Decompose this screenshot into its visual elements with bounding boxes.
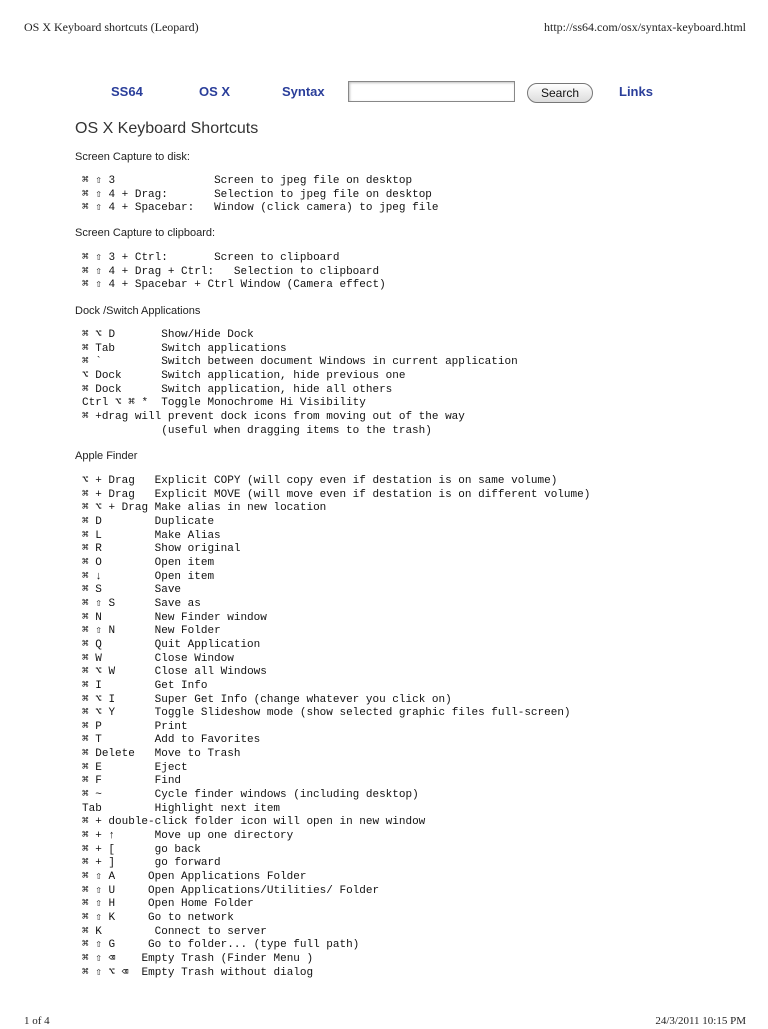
- shortcut-list-screen-capture-clipboard: [82, 252, 386, 293]
- nav-link-links[interactable]: Links: [619, 84, 653, 99]
- shortcut-line: ⌘ E Eject: [82, 761, 188, 774]
- shortcut-line: ⌘ ⌥ Y Toggle Slideshow mode (show selected graphic files full-screen): [82, 707, 571, 720]
- shortcut-line: ⌘ + ] go forward: [82, 857, 221, 870]
- shortcut-line: ⌘ ⇧ S Save as: [82, 597, 201, 610]
- shortcut-line: ⌘ K Connect to server: [82, 925, 267, 938]
- shortcut-line: ⌘ R Show original: [82, 543, 241, 556]
- shortcut-line: ⌘ + double-click folder icon will open in new window: [82, 816, 426, 829]
- shortcut-line: ⌘ ⌥ I Super Get Info (change whatever you click on): [82, 693, 452, 706]
- shortcut-line: ⌘ ` Switch between document Windows in current application: [82, 356, 518, 369]
- print-page-title: OS X Keyboard shortcuts (Leopard): [24, 20, 199, 34]
- shortcut-line: ⌥ + Drag Explicit COPY (will copy even if destation is on same volume): [82, 475, 558, 487]
- nav-link-syntax[interactable]: Syntax: [282, 84, 325, 99]
- shortcut-line: ⌘ W Close Window: [82, 652, 234, 665]
- shortcut-line: ⌘ Delete Move to Trash: [82, 748, 241, 761]
- page-number: 1 of 4: [24, 1015, 50, 1027]
- print-header: [24, 20, 746, 38]
- shortcut-line: ⌘ +drag will prevent dock icons from moving out of the way: [82, 410, 465, 423]
- print-footer: [24, 1015, 746, 1029]
- site-nav: [0, 78, 768, 108]
- shortcut-line: ⌘ N New Finder window: [82, 611, 267, 624]
- shortcut-line: ⌘ + Drag Explicit MOVE (will move even if destation is on different volume): [82, 488, 591, 501]
- print-page-url: http://ss64.com/osx/syntax-keyboard.html: [544, 20, 746, 34]
- shortcut-line: ⌘ + ↑ Move up one directory: [82, 830, 294, 843]
- shortcut-line: ⌘ ⇧ G Go to folder... (type full path): [82, 939, 360, 952]
- shortcut-line: ⌘ ⇧ 4 + Spacebar: Window (click camera) to jpeg file: [82, 202, 439, 215]
- shortcut-line: ⌘ ⇧ U Open Applications/Utilities/ Folder: [82, 884, 380, 897]
- shortcut-line: ⌘ ⇧ 3 + Ctrl: Screen to clipboard: [82, 252, 340, 264]
- page-title: OS X Keyboard Shortcuts: [75, 120, 259, 137]
- shortcut-line: ⌘ ⌥ D Show/Hide Dock: [82, 329, 254, 341]
- shortcut-line: ⌘ ⇧ 4 + Drag: Selection to jpeg file on desktop: [82, 188, 432, 201]
- shortcut-list-dock-switch: [82, 329, 518, 438]
- shortcut-line: ⌥ Dock Switch application, hide previous one: [82, 369, 406, 382]
- shortcut-line: ⌘ Q Quit Application: [82, 638, 261, 651]
- shortcut-line: ⌘ ⇧ 4 + Drag + Ctrl: Selection to clipboard: [82, 265, 380, 278]
- shortcut-line: ⌘ ⇧ A Open Applications Folder: [82, 871, 307, 884]
- shortcut-line: ⌘ I Get Info: [82, 679, 208, 692]
- shortcut-line: ⌘ ⇧ ⌥ ⌫ Empty Trash without dialog: [82, 966, 314, 979]
- section-heading-screen-capture-clipboard: Screen Capture to clipboard:: [75, 227, 216, 239]
- section-heading-screen-capture-disk: Screen Capture to disk:: [75, 151, 190, 163]
- shortcut-line: Tab Highlight next item: [82, 802, 281, 815]
- shortcut-line: ⌘ ⇧ N New Folder: [82, 625, 221, 638]
- print-timestamp: 24/3/2011 10:15 PM: [655, 1015, 746, 1027]
- shortcut-line: ⌘ ⌥ W Close all Windows: [82, 666, 267, 679]
- search-input[interactable]: [348, 81, 515, 102]
- shortcut-line: ⌘ ↓ Open item: [82, 570, 215, 583]
- nav-link-osx[interactable]: OS X: [199, 84, 231, 99]
- shortcut-line: Ctrl ⌥ ⌘ * Toggle Monochrome Hi Visibility: [82, 397, 366, 410]
- shortcut-line: ⌘ P Print: [82, 720, 188, 733]
- shortcut-line: ⌘ ⇧ 3 Screen to jpeg file on desktop: [82, 175, 413, 187]
- shortcut-line: ⌘ ⇧ K Go to network: [82, 912, 234, 924]
- shortcut-line: ⌘ L Make Alias: [82, 529, 221, 542]
- shortcut-line: ⌘ ~ Cycle finder windows (including desktop): [82, 789, 419, 802]
- shortcut-line: ⌘ ⇧ H Open Home Folder: [82, 898, 254, 911]
- shortcut-line: ⌘ F Find: [82, 775, 182, 788]
- shortcut-line: ⌘ S Save: [82, 584, 182, 597]
- shortcut-line: ⌘ D Duplicate: [82, 515, 215, 528]
- search-button[interactable]: Search: [527, 83, 593, 103]
- shortcut-line: ⌘ ⇧ 4 + Spacebar + Ctrl Window (Camera effect): [82, 279, 386, 292]
- shortcut-line: ⌘ Tab Switch applications: [82, 342, 287, 355]
- shortcut-line: ⌘ ⌥ + Drag Make alias in new location: [82, 502, 327, 515]
- nav-link-ss64[interactable]: SS64: [111, 84, 143, 99]
- shortcut-line: ⌘ ⇧ ⌫ Empty Trash (Finder Menu ): [82, 952, 314, 965]
- shortcut-list-apple-finder: [82, 475, 590, 980]
- shortcut-list-screen-capture-disk: [82, 175, 439, 216]
- shortcut-line: (useful when dragging items to the trash): [82, 424, 432, 437]
- shortcut-line: ⌘ Dock Switch application, hide all others: [82, 383, 393, 396]
- section-heading-dock-switch: Dock /Switch Applications: [75, 305, 201, 317]
- shortcut-line: ⌘ O Open item: [82, 556, 215, 569]
- shortcut-line: ⌘ T Add to Favorites: [82, 734, 261, 747]
- section-heading-apple-finder: Apple Finder: [75, 450, 138, 462]
- shortcut-line: ⌘ + [ go back: [82, 843, 201, 856]
